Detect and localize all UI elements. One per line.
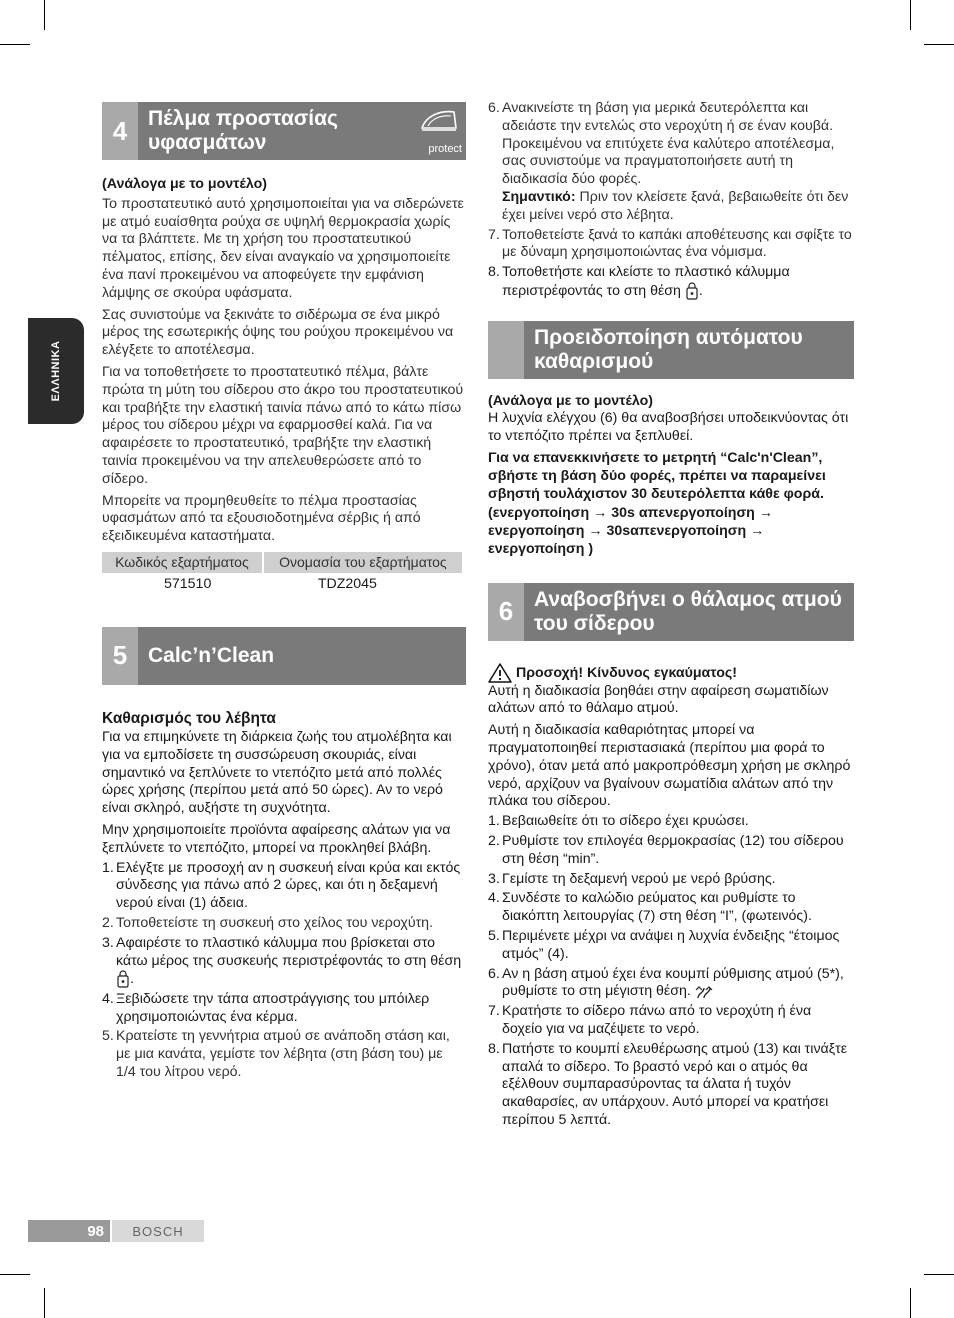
list-item: 4. Ξεβιδώσετε την τάπα αποστράγγισης του μπόιλερ χρησιμοποιώντας ένα κέρμα. <box>102 990 430 1025</box>
list-item: 1. Ελέγξτε με προσοχή αν η συσκευή είναι κρύα και εκτός σύνδεσης για πάνω από 2 ώρες, και ότι η δεξαμενή νερού είναι (1) άδεια. <box>102 859 461 912</box>
list-item: 6. Ανακινείστε τη βάση για μερικά δευτερόλεπτα και αδειάστε την εντελώς στο νεροχύτη ή σε έναν κουβά. Προκειμένου να επιτύχετε ένα καλύτερο αποτέλεσμα, σας συνιστούμε να πραγματοποιήσετε αυτή τη διαδικασία δύο φορές. Σημαντικό: Πριν τον κλείσετε ξανά, βεβαιωθείτε ότι δεν έχει μείνει νερό στο λέβητα. <box>488 100 849 223</box>
list-item: 1. Βεβαιωθείτε ότι το σίδερο έχει κρυώσει. <box>488 813 749 830</box>
crop-mark <box>910 1288 911 1318</box>
list-item: 3. Γεμίστε τη δεξαμενή νερού με νερό βρύσης. <box>488 870 776 887</box>
section-number: 4 <box>102 102 138 160</box>
list-item: 5. Περιμένετε μέχρι να ανάψει η λυχνία ένδειξης “έτοιμος ατμός” (4). <box>488 928 840 962</box>
brand-label: BOSCH <box>112 1220 204 1242</box>
list-item: 4. Συνδέστε το καλώδιο ρεύματος και ρυθμίστε το διακόπτη λειτουργίας (7) στη θέση “I”, (φωτεινός). <box>488 890 812 925</box>
max-steam-icon <box>695 984 713 1000</box>
table-header: Ονομασία του εξαρτήματος <box>264 552 462 573</box>
crop-mark <box>924 1274 954 1275</box>
section-title: Calc’n’Clean <box>148 643 275 667</box>
paragraph: Το προστατευτικό αυτό χρησιμοποιείται για να σιδερώνετε με ατμό ευαίσθητα ρούχα σε υψηλή θερμοκρασία χωρίς να τα βλάπτετε. Με τη χρήση του προστατευτικού πέλματος, επίσης, δεν είναι αναγκαίο να χρησιμοποιείτε ένα πανί προκειμένου να αποφεύγετε την εμφάνιση λάμψης σε σκούρα υφάσματα. <box>102 195 464 301</box>
model-note: (Ανάλογα με το μοντέλο) <box>488 392 653 409</box>
crop-mark <box>910 0 911 30</box>
table-cell: TDZ2045 <box>317 575 377 592</box>
crop-mark <box>44 0 45 30</box>
page-number: 98 <box>28 1220 110 1242</box>
paragraph: Για να επανεκκινήσετε το μετρητή “Calc'n'Clean”, σβήστε τη βάση δύο φορές, πρέπει να παραμείνει σβηστή τουλάχιστον 30 δευτερόλεπτα κάθε φορά. <box>488 449 826 502</box>
crop-mark <box>44 1288 45 1318</box>
section-number-blank <box>488 321 524 379</box>
cleaning-steps-continued <box>488 100 854 301</box>
model-note: (Ανάλογα με το μοντέλο) <box>102 176 267 192</box>
cleaning-steps <box>102 860 466 1082</box>
section-5-header <box>102 627 466 685</box>
section-title: Αναβοσβήνει ο θάλαμος ατμού του σίδερου <box>534 587 842 635</box>
section-number: 5 <box>102 627 138 685</box>
protect-label: protect <box>428 143 462 155</box>
list-item: 6. Αν η βάση ατμού έχει ένα κουμπί ρύθμισης ατμού (5*), ρυθμίστε το στη μέγιστη θέση. <box>488 965 844 1000</box>
paragraph: Μπορείτε να προμηθευθείτε το πέλμα προστασίας υφασμάτων από τα εξουσιοδοτημένα σέρβις ή από εξειδικευμένα καταστήματα. <box>102 492 421 545</box>
lock-position-icon <box>685 282 699 300</box>
crop-mark <box>0 44 30 45</box>
section-title: Προειδοποίηση αυτόματου καθαρισμού <box>534 325 803 373</box>
table-header: Κωδικός εξαρτήματος <box>102 552 262 573</box>
list-item: 5. Κρατείστε τη γεννήτρια ατμού σε ανάποδη στάση και, με μια κανάτα, γεμίστε τον λέβητα (στη βάση του) με 1/4 του λίτρου νερό. <box>102 1028 450 1081</box>
list-item: 2. Ρυθμίστε τον επιλογέα θερμοκρασίας (12) του σίδερου στη θέση “min”. <box>488 833 844 867</box>
parts-table <box>100 552 464 595</box>
section-title: Πέλμα προστασίας υφασμάτων <box>148 107 338 154</box>
crop-mark <box>924 44 954 45</box>
table-cell: 571510 <box>164 575 212 592</box>
paragraph: Για να επιμηκύνετε τη διάρκεια ζωής του ατμολέβητα και για να εμποδίσετε τη συσσώρευση σκουριάς, είναι σημαντικό να ξεπλύνετε το ντεπόζιτο μετά από πολλές ώρες χρήσης (περίπου μετά από 50 ώρες). Αν το νερό είναι σκληρό, αυξήστε τη συχνότητα. <box>102 728 452 817</box>
section-6-header <box>488 583 854 641</box>
list-item: 8. Τοποθετήστε και κλείστε το πλαστικό κάλυμμα περιστρέφοντάς το στη θέση . <box>488 264 790 299</box>
subsection-title: Καθαρισμός του λέβητα <box>102 709 276 727</box>
section-4-header <box>102 102 466 160</box>
protect-badge <box>416 102 466 160</box>
burn-warning: Προσοχή! Κίνδυνος εγκαύματος! <box>488 663 854 683</box>
paragraph: Αυτή η διαδικασία καθαριότητας μπορεί να πραγματοποιηθεί περιστασιακά (περίπου μια φορά το χρόνο), όταν μετά από μακροπρόθεσμη χρήση με σκληρό νερό, αρχίζουν να βγαίνουν σωματίδια αλάτων από την πλάκα του σίδερου. <box>488 722 851 810</box>
steam-chamber-steps <box>488 813 854 1130</box>
list-item: 8. Πατήστε το κουμπί ελευθέρωσης ατμού (13) και τινάξτε απαλά το σίδερο. Το βραστό νερό και ο ατμός θα εξέλθουν συμπαρασύροντας τα άλατα ή τυχόν ακαθαρσίες, αν υπάρχουν. Αυτό μπορεί να κρατήσει περίπου 5 λεπτά. <box>488 1040 848 1129</box>
list-item: 2. Τοποθετείστε τη συσκευή στο χείλος του νεροχύτη. <box>102 914 434 931</box>
paragraph: Σας συνιστούμε να ξεκινάτε το σιδέρωμα σε ένα μικρό μέρος της εσωτερικής όψης του ρούχου προκειμένου να ελέγξετε το αποτέλεσμα. <box>102 306 454 359</box>
paragraph: (ενεργοποίηση → 30s απενεργοποίηση → ενεργοποίηση → 30sαπενεργοποίηση → ενεργοποίηση ) <box>488 505 773 557</box>
paragraph: Η λυχνία ελέγχου (6) θα αναβοσβήσει υποδεικνύοντας ότι το ντεπόζιτο πρέπει να ξεπλυθεί. <box>488 410 849 445</box>
descaling-warning-header <box>488 321 854 379</box>
table-row <box>102 573 462 595</box>
warning-icon <box>488 663 512 683</box>
section-number: 6 <box>488 583 524 641</box>
language-tab <box>28 318 84 424</box>
list-item: 7. Τοποθετείστε ξανά το καπάκι αποθέτευσης και σφίξτε το με δύναμη χρησιμοποιώντας ένα νόμισμα. <box>488 226 852 261</box>
page-footer <box>28 1220 204 1242</box>
paragraph: Μην χρησιμοποιείτε προϊόντα αφαίρεσης αλάτων για να ξεπλύνετε το ντεπόζιτο, μπορεί να προκληθεί βλάβη. <box>102 821 451 856</box>
iron-soleplate-icon <box>416 106 460 136</box>
language-tab-label: ΕΛΛΗΝΙΚΑ <box>50 340 62 402</box>
list-item: 7. Κρατήστε το σίδερο πάνω από το νεροχύτη ή ένα δοχείο για να μαζέψετε το νερό. <box>488 1003 812 1038</box>
lock-position-icon <box>116 970 130 988</box>
left-column <box>102 102 466 1084</box>
right-column <box>488 100 854 1132</box>
crop-mark <box>0 1274 30 1275</box>
list-item: 3. Αφαιρέστε το πλαστικό κάλυμμα που βρίσκεται στο κάτω μέρος της συσκευής περιστρέφοντάς το στη θέση . <box>102 934 462 988</box>
paragraph: Για να τοποθετήσετε το προστατευτικό πέλμα, βάλτε πρώτα τη μύτη του σίδερου στο άκρο του προστατευτικού και τραβήξτε την ελαστική ταινία πάνω από το κάτω πίσω μέρος του σίδερου μέχρι να εφαρμοσθεί καλά. Για να αφαιρέσετε το προστατευτικό, τραβήξτε την ελαστική ταινία προκειμένου να την απελευθερώσετε από το σίδερο. <box>102 363 464 487</box>
paragraph: Αυτή η διαδικασία βοηθάει στην αφαίρεση σωματιδίων αλάτων από το θάλαμο ατμού. <box>488 682 829 717</box>
